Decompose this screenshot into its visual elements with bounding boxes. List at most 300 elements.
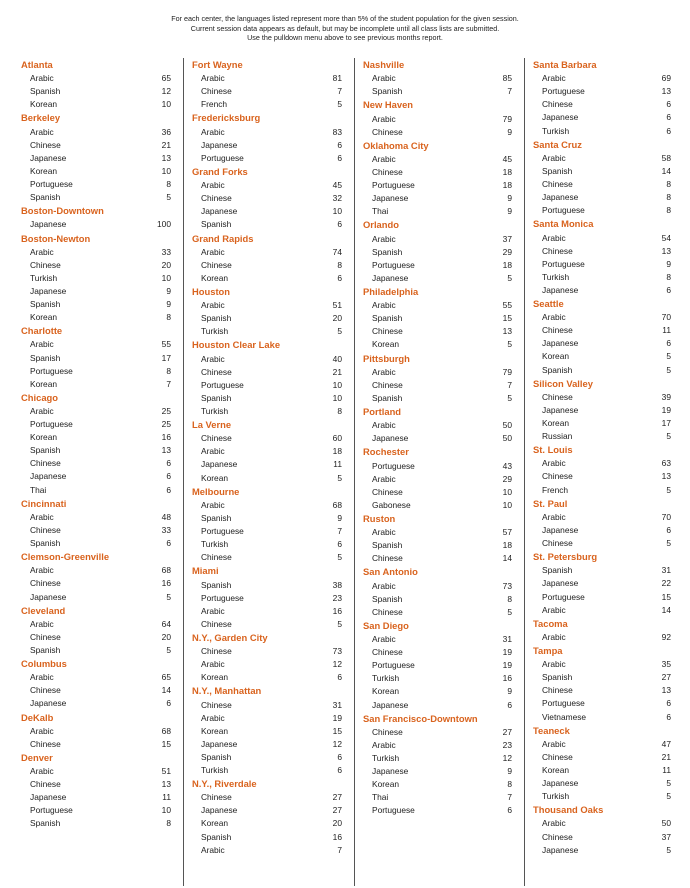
language-row	[363, 325, 518, 338]
language-row	[192, 699, 348, 712]
language-name: Turkish	[201, 765, 229, 775]
language-name: Chinese	[372, 167, 403, 178]
language-row	[533, 711, 677, 724]
center-block	[21, 751, 177, 831]
language-percent: 6	[337, 751, 342, 762]
language-name: Arabic	[30, 339, 54, 350]
center-block	[533, 217, 677, 297]
language-name: Chinese	[372, 553, 403, 564]
language-row	[363, 739, 518, 752]
language-percent: 33	[161, 524, 171, 535]
center-name: Berkeley	[21, 112, 61, 124]
language-name: Portuguese	[30, 179, 73, 190]
language-row	[192, 366, 348, 379]
center-name: Boston-Downtown	[21, 205, 104, 217]
language-name: Arabic	[201, 73, 225, 84]
language-percent: 16	[161, 432, 171, 443]
language-row	[21, 524, 177, 537]
language-percent: 20	[161, 631, 171, 642]
language-percent: 47	[661, 738, 671, 749]
language-name: Arabic	[542, 738, 566, 749]
language-name: Portuguese	[30, 365, 73, 376]
language-percent: 40	[332, 353, 342, 364]
language-row	[533, 430, 677, 443]
language-name: Japanese	[372, 766, 409, 777]
center-name: La Verne	[192, 419, 232, 431]
language-percent: 13	[661, 245, 671, 256]
center-block	[363, 139, 518, 219]
language-percent: 6	[666, 125, 671, 136]
center-name: Boston-Newton	[21, 232, 91, 244]
language-name: Arabic	[30, 565, 54, 576]
language-percent: 35	[661, 659, 671, 670]
language-percent: 23	[332, 592, 342, 603]
language-row	[363, 539, 518, 552]
center-block	[21, 657, 177, 710]
center-name: Charlotte	[21, 325, 63, 337]
language-percent: 6	[337, 272, 342, 283]
language-row	[192, 538, 348, 551]
language-percent: 6	[507, 699, 512, 710]
language-row	[192, 272, 348, 285]
language-row	[533, 271, 677, 284]
language-name: Arabic	[201, 844, 225, 855]
language-name: Arabic	[30, 725, 54, 736]
language-percent: 13	[161, 152, 171, 163]
language-percent: 5	[666, 484, 671, 495]
center-block	[533, 138, 677, 218]
language-name: Turkish	[201, 539, 229, 550]
language-row	[363, 338, 518, 351]
language-name: Spanish	[372, 540, 403, 551]
language-name: Spanish	[372, 593, 403, 604]
language-name: Spanish	[372, 392, 403, 403]
language-row	[192, 671, 348, 684]
language-name: Chinese	[542, 751, 573, 762]
language-percent: 57	[502, 527, 512, 538]
language-percent: 43	[502, 460, 512, 471]
language-name: Chinese	[30, 139, 61, 150]
language-percent: 18	[502, 180, 512, 191]
language-row	[533, 245, 677, 258]
language-name: Portuguese	[201, 152, 244, 163]
language-percent: 14	[502, 553, 512, 564]
language-row	[192, 353, 348, 366]
language-percent: 11	[162, 792, 171, 803]
language-row	[363, 246, 518, 259]
language-percent: 85	[502, 73, 512, 84]
language-percent: 16	[332, 605, 342, 616]
language-row	[192, 512, 348, 525]
language-percent: 9	[507, 193, 512, 204]
language-name: Arabic	[372, 739, 396, 750]
language-row	[21, 246, 177, 259]
language-name: Japanese	[372, 272, 409, 283]
language-name: Turkish	[30, 272, 58, 283]
language-row	[533, 232, 677, 245]
language-percent: 16	[161, 578, 171, 589]
center-name: Fort Wayne	[192, 59, 243, 70]
language-percent: 6	[166, 458, 171, 469]
center-name: Santa Barbara	[533, 59, 597, 70]
language-percent: 25	[161, 406, 171, 416]
language-name: Spanish	[30, 86, 61, 97]
language-percent: 20	[332, 313, 342, 324]
language-name: Chinese	[542, 685, 573, 696]
language-row	[533, 751, 677, 764]
center-block	[192, 111, 348, 164]
language-row	[192, 405, 348, 418]
language-percent: 13	[661, 86, 671, 97]
center-block	[533, 644, 677, 724]
language-percent: 5	[507, 339, 512, 350]
language-percent: 8	[166, 312, 171, 323]
language-percent: 45	[502, 153, 512, 164]
language-percent: 32	[332, 193, 342, 204]
language-name: Arabic	[201, 659, 225, 670]
language-row	[192, 725, 348, 738]
language-percent: 5	[666, 431, 671, 442]
language-percent: 6	[666, 99, 671, 110]
language-percent: 5	[337, 552, 342, 563]
language-percent: 27	[502, 726, 512, 737]
language-percent: 5	[666, 844, 671, 855]
language-name: Korean	[30, 432, 58, 443]
language-percent: 11	[333, 459, 342, 470]
language-row	[363, 685, 518, 698]
language-row	[192, 844, 348, 857]
language-row	[21, 564, 177, 577]
language-name: Chinese	[542, 538, 573, 549]
language-row	[533, 391, 677, 404]
language-row	[533, 671, 677, 684]
language-percent: 5	[507, 392, 512, 403]
language-percent: 6	[666, 338, 671, 349]
language-name: French	[201, 99, 228, 110]
language-row	[363, 72, 518, 85]
language-percent: 21	[161, 139, 171, 150]
language-row	[192, 126, 348, 139]
language-name: Arabic	[372, 473, 396, 484]
language-row	[363, 419, 518, 432]
center-block	[533, 803, 677, 856]
center-block	[533, 443, 677, 496]
language-name: Korean	[542, 418, 570, 428]
language-percent: 11	[662, 765, 671, 775]
language-percent: 15	[661, 591, 671, 602]
language-percent: 5	[337, 326, 342, 337]
language-name: Chinese	[542, 179, 573, 190]
language-name: Japanese	[542, 578, 579, 589]
language-name: Turkish	[542, 271, 570, 282]
language-row	[363, 752, 518, 765]
language-name: Arabic	[542, 604, 566, 615]
language-percent: 8	[166, 179, 171, 190]
language-percent: 6	[666, 711, 671, 722]
language-row	[192, 299, 348, 312]
language-row	[363, 593, 518, 606]
language-percent: 8	[166, 818, 171, 829]
language-row	[21, 298, 177, 311]
language-percent: 31	[661, 565, 671, 576]
language-percent: 5	[666, 791, 671, 802]
language-row	[533, 178, 677, 191]
language-name: Chinese	[30, 685, 61, 696]
language-row	[363, 633, 518, 646]
report-column	[524, 58, 683, 886]
language-row	[533, 204, 677, 217]
language-percent: 6	[666, 112, 671, 123]
language-row	[363, 85, 518, 98]
language-name: Spanish	[30, 445, 61, 456]
language-row	[363, 192, 518, 205]
center-block	[363, 619, 518, 712]
language-percent: 5	[166, 192, 171, 203]
language-percent: 63	[661, 458, 671, 469]
language-name: Chinese	[542, 831, 573, 842]
language-percent: 23	[502, 739, 512, 750]
language-percent: 9	[507, 766, 512, 777]
language-percent: 17	[661, 418, 671, 428]
language-name: Spanish	[30, 352, 61, 363]
language-percent: 18	[502, 259, 512, 270]
center-block	[363, 565, 518, 618]
language-name: Arabic	[372, 527, 396, 538]
language-row	[21, 765, 177, 778]
center-block	[192, 777, 348, 857]
center-name: St. Paul	[533, 497, 568, 509]
language-row	[363, 672, 518, 685]
language-name: Chinese	[30, 259, 61, 270]
language-row	[533, 284, 677, 297]
center-block	[533, 550, 677, 617]
language-name: Japanese	[201, 459, 238, 470]
center-name: Fredericksburg	[192, 112, 261, 124]
language-row	[192, 472, 348, 485]
language-report-columns	[13, 58, 683, 886]
language-row	[363, 126, 518, 139]
language-name: Portuguese	[542, 698, 585, 709]
center-name: Houston	[192, 285, 231, 297]
language-row	[363, 366, 518, 379]
language-row	[533, 591, 677, 604]
language-row	[533, 524, 677, 537]
language-name: Korean	[372, 339, 400, 350]
language-percent: 15	[161, 738, 171, 749]
language-percent: 83	[332, 126, 342, 137]
language-name: Portuguese	[30, 805, 73, 816]
center-block	[363, 712, 518, 818]
language-percent: 10	[502, 486, 512, 497]
language-row	[363, 166, 518, 179]
language-name: Chinese	[542, 325, 573, 336]
language-percent: 12	[332, 659, 342, 670]
language-name: Portuguese	[542, 591, 585, 602]
language-row	[533, 337, 677, 350]
language-percent: 16	[502, 673, 512, 684]
language-percent: 13	[661, 471, 671, 482]
language-row	[363, 804, 518, 817]
language-row	[21, 378, 177, 391]
language-row	[21, 444, 177, 457]
language-name: French	[542, 484, 569, 495]
language-row	[21, 165, 177, 178]
language-percent: 6	[666, 698, 671, 709]
language-percent: 20	[332, 818, 342, 829]
language-name: Japanese	[542, 192, 579, 203]
language-row	[21, 272, 177, 285]
language-name: Japanese	[201, 206, 238, 217]
language-row	[363, 499, 518, 512]
language-name: Japanese	[542, 112, 579, 123]
language-row	[533, 817, 677, 830]
language-percent: 5	[337, 618, 342, 629]
language-row	[533, 165, 677, 178]
language-row	[21, 537, 177, 550]
language-percent: 6	[666, 524, 671, 535]
language-percent: 6	[337, 219, 342, 230]
language-percent: 5	[337, 99, 342, 110]
language-percent: 18	[502, 540, 512, 551]
language-percent: 31	[502, 634, 512, 645]
language-row	[533, 125, 677, 138]
language-row	[533, 684, 677, 697]
center-name: Denver	[21, 751, 53, 763]
center-name: Houston Clear Lake	[192, 339, 281, 351]
language-percent: 68	[332, 499, 342, 510]
center-name: Tacoma	[533, 617, 568, 629]
language-percent: 8	[507, 779, 512, 790]
language-row	[21, 618, 177, 631]
language-row	[533, 844, 677, 857]
intro-line: For each center, the languages listed represent more than 5% of the student population for the given session.	[171, 14, 519, 23]
language-row	[21, 644, 177, 657]
language-name: Chinese	[542, 245, 573, 256]
language-percent: 65	[161, 73, 171, 84]
center-name: Teaneck	[533, 724, 570, 736]
language-row	[192, 738, 348, 751]
intro-notes	[0, 14, 690, 43]
center-name: St. Louis	[533, 444, 573, 456]
language-name: Spanish	[542, 565, 573, 576]
language-name: Chinese	[372, 726, 403, 737]
language-name: Chinese	[201, 618, 232, 629]
language-row	[21, 591, 177, 604]
language-name: Portuguese	[201, 526, 244, 537]
language-percent: 100	[157, 219, 171, 230]
language-name: Spanish	[201, 512, 232, 523]
language-name: Spanish	[30, 299, 61, 310]
language-name: Japanese	[201, 139, 238, 150]
language-percent: 12	[502, 753, 512, 763]
language-name: Arabic	[542, 458, 566, 469]
center-name: Melbourne	[192, 485, 240, 497]
language-percent: 10	[332, 206, 342, 217]
language-name: Japanese	[542, 404, 579, 415]
language-name: Arabic	[201, 353, 225, 364]
language-row	[192, 392, 348, 405]
language-name: Arabic	[542, 73, 566, 84]
language-name: Japanese	[30, 219, 67, 230]
language-name: Arabic	[201, 180, 225, 191]
language-name: Portuguese	[372, 660, 415, 671]
language-percent: 14	[661, 604, 671, 615]
language-row	[21, 470, 177, 483]
language-percent: 7	[337, 844, 342, 855]
language-name: Chinese	[30, 524, 61, 535]
language-percent: 6	[337, 765, 342, 775]
language-percent: 5	[666, 364, 671, 375]
language-percent: 6	[337, 152, 342, 163]
language-percent: 20	[161, 259, 171, 270]
language-name: Spanish	[201, 392, 232, 403]
language-row	[21, 791, 177, 804]
language-percent: 27	[332, 792, 342, 803]
language-row	[192, 791, 348, 804]
language-row	[21, 218, 177, 231]
language-percent: 11	[662, 325, 671, 336]
language-percent: 37	[661, 831, 671, 842]
language-row	[192, 751, 348, 764]
language-percent: 48	[161, 511, 171, 522]
language-row	[363, 726, 518, 739]
language-name: Spanish	[30, 818, 61, 829]
language-name: Chinese	[372, 379, 403, 390]
report-column	[13, 58, 183, 886]
language-percent: 5	[166, 644, 171, 655]
language-percent: 45	[332, 180, 342, 191]
language-name: Spanish	[30, 538, 61, 549]
center-block	[192, 232, 348, 285]
language-percent: 81	[332, 73, 342, 84]
language-row	[363, 552, 518, 565]
language-percent: 18	[332, 446, 342, 457]
language-percent: 54	[661, 232, 671, 243]
language-name: Arabic	[30, 246, 54, 257]
language-percent: 9	[507, 206, 512, 217]
center-name: St. Petersburg	[533, 551, 598, 563]
center-block	[21, 232, 177, 325]
language-name: Arabic	[542, 631, 566, 642]
language-row	[533, 764, 677, 777]
language-row	[21, 804, 177, 817]
language-percent: 27	[332, 805, 342, 816]
language-percent: 50	[502, 433, 512, 444]
center-block	[533, 377, 677, 444]
language-name: Spanish	[201, 831, 232, 842]
language-row	[192, 605, 348, 618]
language-percent: 10	[161, 272, 171, 283]
language-name: Japanese	[542, 778, 579, 789]
language-row	[363, 460, 518, 473]
language-row	[192, 85, 348, 98]
center-block	[533, 297, 677, 377]
language-name: Korean	[201, 725, 229, 736]
language-percent: 10	[161, 99, 171, 110]
language-percent: 73	[332, 646, 342, 657]
language-name: Thai	[30, 484, 47, 495]
language-percent: 60	[332, 433, 342, 444]
language-name: Japanese	[30, 792, 67, 803]
language-percent: 6	[666, 284, 671, 295]
language-row	[192, 525, 348, 538]
center-name: Ruston	[363, 512, 396, 524]
language-percent: 9	[666, 258, 671, 269]
language-name: Korean	[30, 99, 58, 110]
language-name: Korean	[372, 686, 400, 697]
language-percent: 74	[332, 246, 342, 257]
center-block	[21, 204, 177, 231]
